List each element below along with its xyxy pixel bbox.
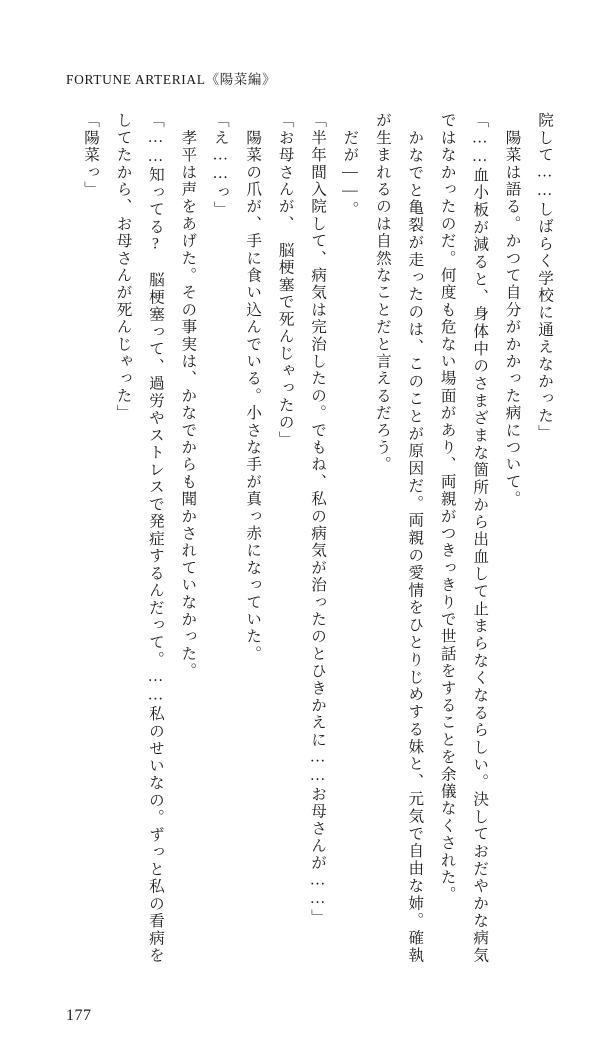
paragraph: 院して……しばらく学校に通えなかった」: [536, 112, 553, 442]
paragraph: 陽菜は語る。かつて自分がかかった病について。: [503, 112, 521, 508]
paragraph: 「……血小板が減ると、身体中のさまざまな箇所から出血して止まらなくなるらしい。決しておだやかな病気ではなかったのだ。何度も危ない場面があり、両親がつきっきりで世話をすることを余儀なくされた。: [438, 112, 489, 964]
page-body-text: [64, 112, 560, 964]
running-head: FORTUNE ARTERIAL《陽菜編》: [66, 72, 277, 87]
paragraph: 陽菜の爪が、手に食い込んでいる。小さな手が真っ赤になっていた。: [244, 112, 262, 663]
paragraph: 「お母さんが、 脳梗塞で死んじゃったの」: [276, 112, 294, 449]
paragraph: 「陽菜っ」: [82, 112, 100, 198]
paragraph: 孝平は声をあげた。その事実は、かなでからも聞かされていなかった。: [179, 112, 197, 680]
paragraph: かなでと亀裂が走ったのは、このことが原因だ。両親の愛情をひとりじめする妹と、元気で自由な姉。確執が生まれるのは自然なことだと言えるだろう。: [373, 112, 424, 964]
paragraph: 「え……っ」: [211, 112, 229, 218]
page-number: 177: [66, 1007, 92, 1024]
paragraph: 「……知ってる? 脳梗塞って、過労やストレスで発症するんだって。……私のせいなの。ずっと私の看病をしてたから、お母さんが死んじゃった」: [114, 112, 164, 964]
paragraph: 「半年間入院して、病気は完治したの。でもね、私の病気が治ったのとひきかえに……お母さんが……」: [309, 112, 327, 926]
paragraph: だが――。: [341, 112, 359, 218]
